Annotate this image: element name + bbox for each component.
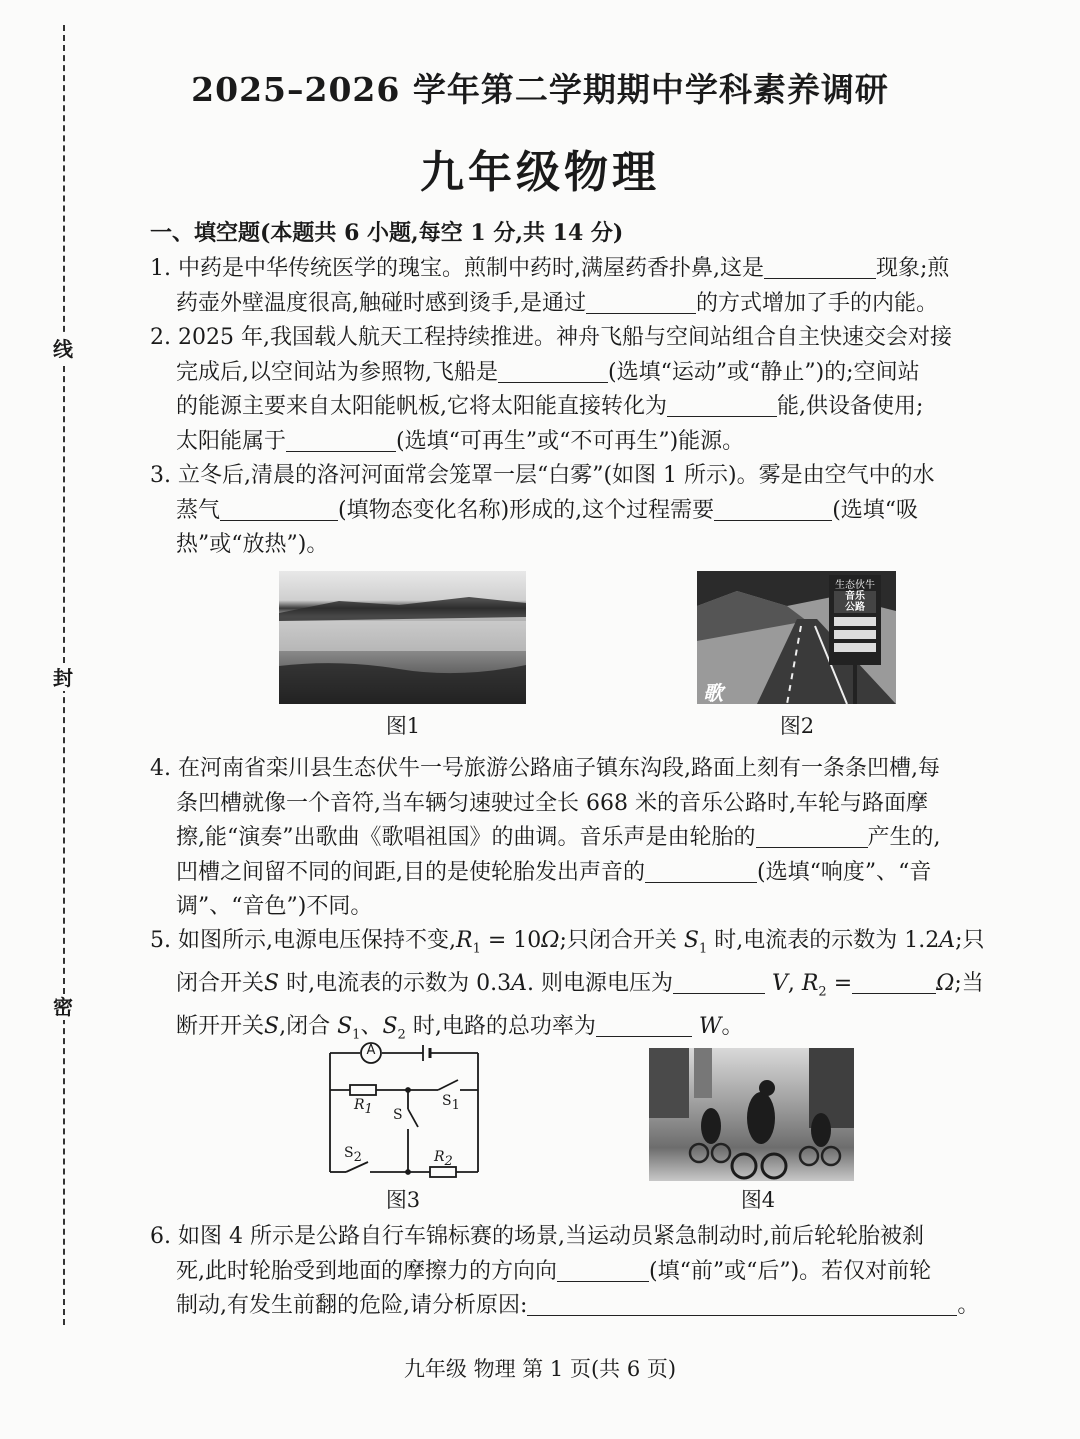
fig1-river-fog-photo <box>279 571 526 704</box>
section-heading: 一、填空题(本题共 6 小题,每空 1 分,共 14 分) <box>150 220 624 246</box>
exam-subtitle: 2025–2026 学年第二学期期中学科素养调研 <box>191 70 889 109</box>
answer-blank <box>596 1014 692 1037</box>
question-6: 6. 如图 4 所示是公路自行车锦标赛的场景,当运动员紧急制动时,前后轮轮胎被刹 死,此时轮胎受到地面的摩擦力的方向向 (填“前”或“后”)。若仅对前轮 制动,有发生前翻的危险,请分析原因: 。 <box>150 1224 980 1318</box>
fig2-music-road-photo <box>697 571 896 704</box>
fig2-road-text: 歌 <box>703 681 723 704</box>
question-1: 1. 中药是中华传统医学的瑰宝。煎制中药时,满屋药香扑鼻,这是 现象;煎 药壶外壁温度很高,触碰时感到烫手,是通过 的方式增加了手的内能。 <box>150 256 950 316</box>
answer-blank <box>586 291 696 314</box>
answer-blank <box>286 429 396 452</box>
answer-blank <box>667 394 777 417</box>
s2-label: $S_2$ <box>344 1145 362 1165</box>
s1-label: $S_1$ <box>442 1093 460 1113</box>
r2-label: $R_2$ <box>434 1149 453 1169</box>
binding-char-mi: 密 <box>50 994 76 1020</box>
answer-blank <box>498 360 608 383</box>
answer-blank <box>220 498 338 521</box>
fig2-sign-title: 音乐 公路 <box>845 591 865 613</box>
r1-label: $R_1$ <box>354 1097 373 1117</box>
fig3-circuit-diagram <box>320 1037 490 1187</box>
answer-blank <box>557 1259 649 1282</box>
r1-resistor <box>350 1085 376 1095</box>
fig4-caption: 图4 <box>740 1188 776 1212</box>
fig4-cycling-race-photo <box>649 1048 854 1181</box>
answer-blank <box>714 498 832 521</box>
fig2-caption: 图2 <box>779 714 815 738</box>
fig1-caption: 图1 <box>385 714 421 738</box>
answer-blank <box>645 860 757 883</box>
answer-blank <box>852 971 936 994</box>
question-3: 3. 立冬后,清晨的洛河河面常会笼罩一层“白雾”(如图 1 所示)。雾是由空气中的水 蒸气 (填物态变化名称)形成的,这个过程需要 (选填“吸 热”或“放热”)。 <box>150 463 935 557</box>
answer-blank <box>673 971 765 994</box>
answer-blank <box>764 256 876 279</box>
question-5: 5. 如图所示,电源电压保持不变$,R_1 = 10\Omega$;只闭合开关 $S_1$ 时,电流表的示数为 1.2A;只 闭合开关S 时,电流表的示数为 0.3A. 则电源电压为 V, $R_2 = \Omega$;当 断开开关S,闭合 $S_1$、$S_2$ 时,电路的总功率为 W。 <box>150 928 985 1043</box>
answer-blank <box>756 825 868 848</box>
binding-char-feng: 封 <box>50 665 76 691</box>
question-4: 4. 在河南省栾川县生态伏牛一号旅游公路庙子镇东沟段,路面上刻有一条条凹槽,每 条凹槽就像一个音符,当车辆匀速驶过全长 668 米的音乐公路时,车轮与路面摩 擦,能“演奏”出歌曲《歌唱祖国》的曲调。音乐声是由轮胎的 产生的, 凹槽之间留不同的间距,目的是使轮胎发出声音的 (选填“响度”、“音 调”、“音色”)不同。 <box>150 756 941 919</box>
answer-blank <box>527 1293 957 1316</box>
ammeter-label: A <box>366 1043 376 1058</box>
fig3-caption: 图3 <box>385 1188 421 1212</box>
page-footer: 九年级 物理 第 1 页(共 6 页) <box>403 1357 677 1381</box>
s-label: S <box>393 1107 403 1123</box>
question-2: 2. 2025 年,我国载人航天工程持续推进。神舟飞船与空间站组合自主快速交会对接 完成后,以空间站为参照物,飞船是 (选填“运动”或“静止”)的;空间站 的能源主要来自太阳能帆板,它将太阳能直接转化为 能,供设备使用; 太阳能属于 (选填“可再生”或“不可再生”)能源。 <box>150 325 952 454</box>
binding-char-xian: 线 <box>50 336 76 362</box>
fig2-sign-top: 生态伙牛 <box>835 580 875 591</box>
exam-title: 九年级物理 <box>420 147 660 198</box>
